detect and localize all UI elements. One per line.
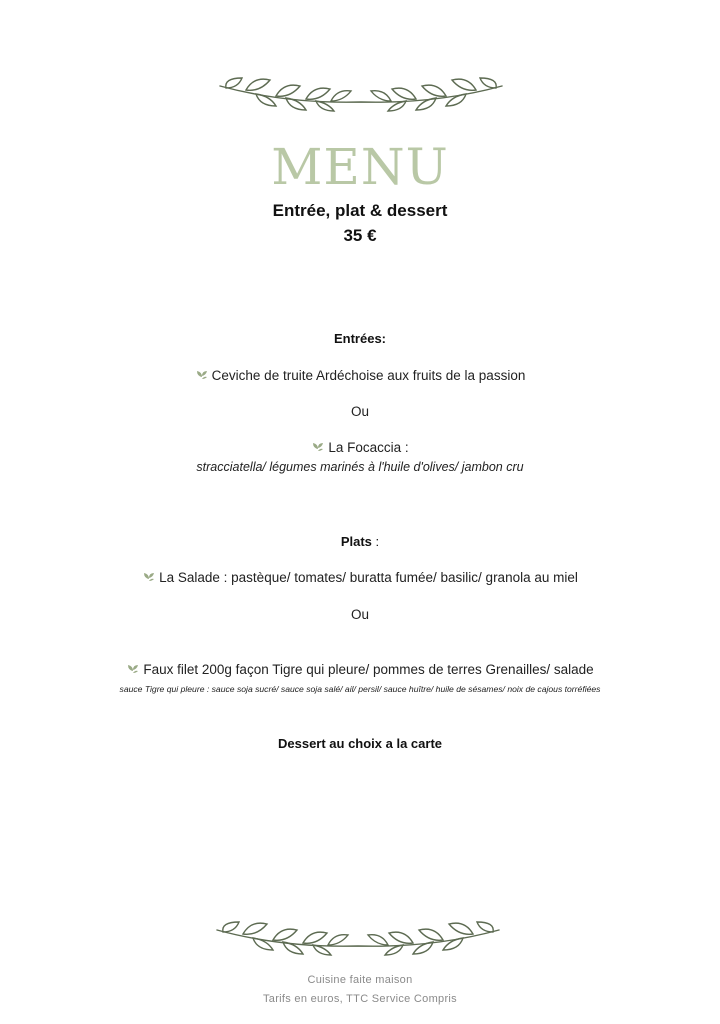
entrees-heading: Entrées: bbox=[333, 331, 387, 346]
menu-subtitle: Entrée, plat & dessert bbox=[272, 201, 448, 220]
entree-item-1 bbox=[0, 368, 720, 383]
entree-item-2-name: La Focaccia : bbox=[328, 440, 409, 455]
entree-item-1-name: Ceviche de truite Ardéchoise aux fruits de la passion bbox=[211, 368, 526, 383]
footer-line-1: Cuisine faite maison bbox=[307, 974, 413, 986]
entrees-separator: Ou bbox=[350, 404, 369, 419]
plat-item-2 bbox=[0, 662, 720, 677]
plat-item-1 bbox=[0, 570, 720, 585]
plat-item-2-note: sauce Tigre qui pleure : sauce soja sucré/ sauce soja salé/ ail/ persil/ sauce huître/ huile de sésames/ noix de cajous torréfiées bbox=[119, 684, 601, 694]
entree-item-2-description: stracciatella/ légumes marinés à l'huile d'olives/ jambon cru bbox=[196, 460, 524, 474]
menu-title: MENU bbox=[271, 138, 449, 196]
footer-line-2: Tarifs en euros, TTC Service Compris bbox=[263, 993, 457, 1005]
plats-heading-label: Plats bbox=[340, 534, 372, 549]
sprig-icon bbox=[311, 440, 325, 454]
laurel-branch-top-icon bbox=[216, 68, 506, 112]
plat-item-1-name: La Salade : pastèque/ tomates/ buratta fumée/ basilic/ granola au miel bbox=[159, 570, 578, 585]
plats-separator: Ou bbox=[350, 607, 369, 622]
plat-item-2-name: Faux filet 200g façon Tigre qui pleure/ pommes de terres Grenailles/ salade bbox=[143, 662, 594, 677]
sprig-icon bbox=[126, 662, 140, 676]
menu-price: 35 € bbox=[343, 226, 377, 245]
plats-heading-suffix: : bbox=[371, 534, 380, 549]
entree-item-2 bbox=[0, 440, 720, 455]
laurel-branch-bottom-icon bbox=[210, 912, 506, 956]
dessert-label: Dessert au choix a la carte bbox=[277, 736, 443, 751]
plats-heading bbox=[0, 534, 720, 549]
sprig-icon bbox=[195, 368, 209, 382]
sprig-icon bbox=[142, 570, 156, 584]
